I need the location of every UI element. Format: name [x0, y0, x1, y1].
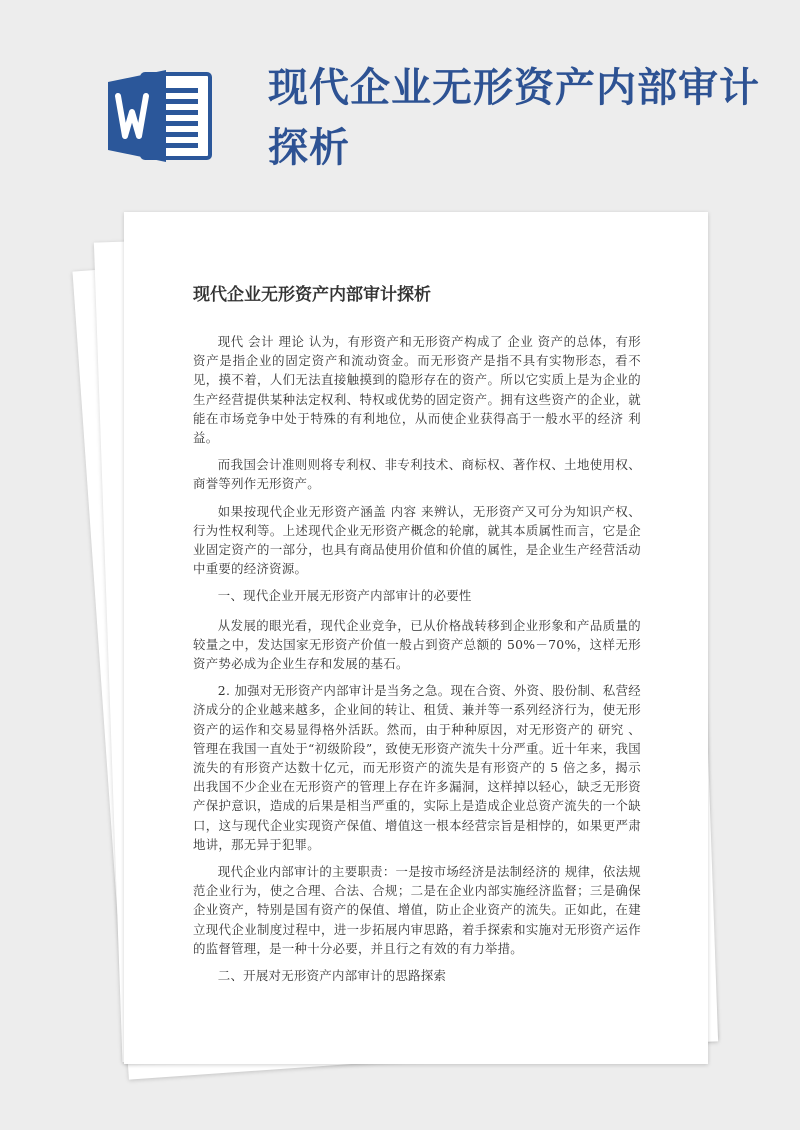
paragraph: 而我国会计准则则将专利权、非专利技术、商标权、著作权、土地使用权、商誉等列作无形资产。 — [193, 457, 641, 492]
document-title: 现代企业无形资产内部审计探析 — [193, 285, 431, 305]
word-document-icon — [108, 68, 216, 164]
paragraph: 如果按现代企业无形资产涵盖 内容 来辨认，无形资产又可分为知识产权、行为性权利等。上述现代企业无形资产概念的轮廓，就其本质属性而言，它是企业固定资产的一部分，也具有商品使用价值和价值的属性，是企业生产经营活动中重要的经济资源。 — [193, 503, 641, 577]
paragraph: 2. 加强对无形资产内部审计是当务之急。现在合资、外资、股份制、私营经济成分的企业越来越多，企业间的转让、租赁、兼并等一系列经济行为，使无形资产的运作和交易显得格外活跃。然而，由于种种原因，对无形资产的 研究 、管理在我国一直处于“初级阶段”，致使无形资产流失十分严重。近十年来，我国流失的有形资产达数十亿元，而无形资产的流失是有形资产的 5 倍之多，揭示出我国不少企业在无形资产的管理上存在许多漏洞，这样掉以轻心，缺乏无形资产保护意识，造成的后果是相当严重的，实际上是造成企业总资产流失的一个缺口，这与现代企业实现资产保值、增值这一根本经营宗旨是相悖的，如果更严肃地讲，那无异于犯罪。 — [193, 683, 641, 852]
document-body — [193, 282, 641, 995]
cover-title: 现代企业无形资产内部审计探析 — [268, 65, 760, 171]
section-heading-1: 一、现代企业开展无形资产内部审计的必要性 — [217, 588, 472, 604]
paragraph: 现代企业内部审计的主要职责：一是按市场经济是法制经济的 规律，依法规范企业行为，使之合理、合法、合规；二是在企业内部实施经济监督；三是确保企业资产，特别是国有资产的保值、增值，防止企业资产的流失。正如此，在建立现代企业制度过程中，进一步拓展内审思路，着手探索和实施对无形资产运作的监督管理，是一种十分必要，并且行之有效的有力举措。 — [193, 864, 641, 956]
paragraph: 现代 会计 理论 认为，有形资产和无形资产构成了 企业 资产的总体，有形资产是指企业的固定资产和流动资金。而无形资产是指不具有实物形态，看不见，摸不着，人们无法直接触摸到的隐形存在的资产。所以它实质上是为企业的生产经营提供某种法定权利、特权或优势的固定资产。拥有这些资产的企业，就能在市场竞争中处于特殊的有利地位，从而使企业获得高于一般水平的经济 利益。 — [193, 334, 641, 446]
section-heading-2: 二、开展对无形资产内部审计的思路探索 — [217, 968, 447, 984]
paragraph: 从发展的眼光看，现代企业竞争，已从价格战转移到企业形象和产品质量的较量之中，发达国家无形资产价值一般占到资产总额的 50%－70%，这样无形资产势必成为企业生存和发展的基石。 — [193, 617, 641, 672]
